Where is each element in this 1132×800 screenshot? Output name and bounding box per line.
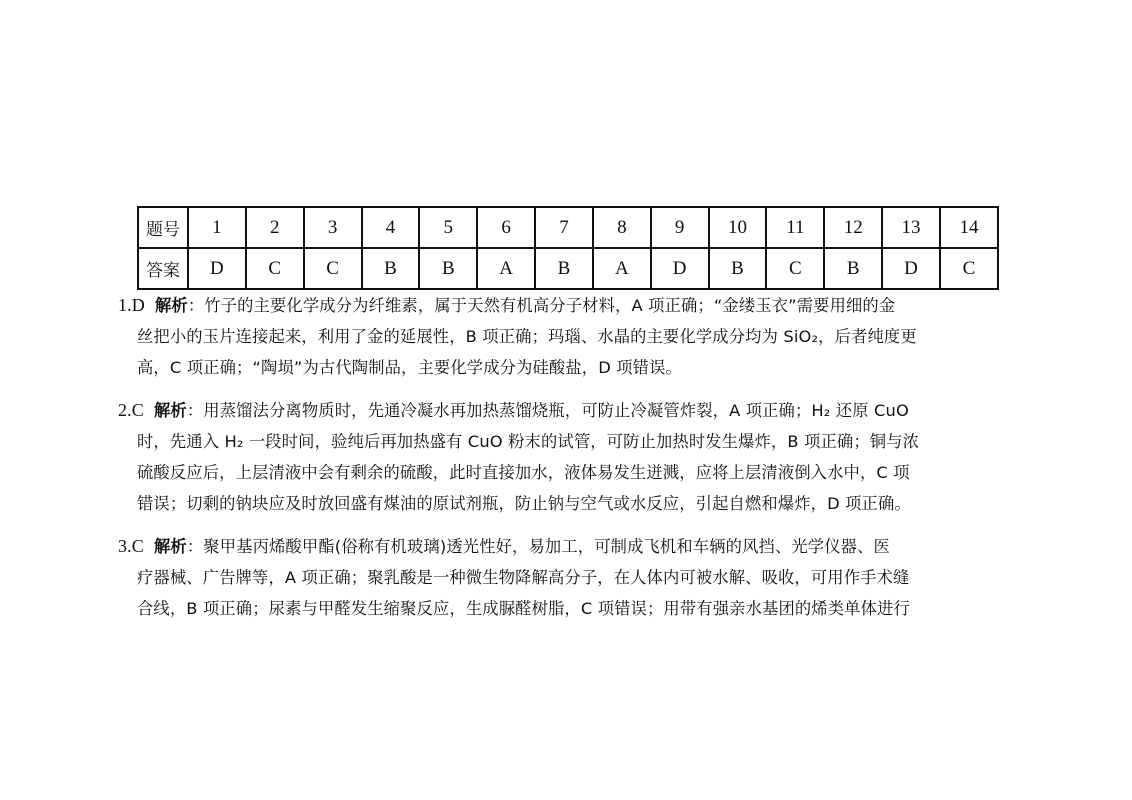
question-number-cell: 4: [362, 207, 420, 248]
question-number-cell: 1: [188, 207, 246, 248]
solution-text: ：竹子的主要化学成分为纤维素，属于天然有机高分子材料，A 项正确；“金缕玉衣”需要用细的金: [187, 296, 896, 315]
question-number-cell: 11: [766, 207, 824, 248]
solution-line: 合线，B 项正确；尿素与甲醛发生缩聚反应，生成脲醛树脂，C 项错误；用带有强亲水基团的烯类单体进行: [137, 599, 910, 618]
solution-line: 高，C 项正确；“陶埙”为古代陶制品，主要化学成分为硅酸盐，D 项错误。: [137, 358, 682, 377]
answer-row: [138, 248, 998, 289]
answer-cell: D: [651, 248, 709, 289]
analysis-label: 解析: [153, 537, 187, 556]
solution-number: 3.C: [118, 536, 144, 556]
solution-1: [118, 290, 1020, 383]
solution-line: 丝把小的玉片连接起来，利用了金的延展性，B 项正确；玛瑙、水晶的主要化学成分均为 SiO₂，后者纯度更: [137, 327, 917, 346]
analysis-label: 解析: [153, 401, 187, 420]
question-number-cell: 14: [940, 207, 998, 248]
solution-text: ：用蒸馏法分离物质时，先通冷凝水再加热蒸馏烧瓶，可防止冷凝管炸裂，A 项正确；H₂ 还原 CuO: [186, 401, 909, 420]
solution-line: 疗器械、广告牌等，A 项正确；聚乳酸是一种微生物降解高分子，在人体内可被水解、吸收，可用作手术缝: [137, 568, 910, 587]
solution-number: 2.C: [118, 400, 144, 420]
solution-line: [118, 531, 1020, 562]
solution-text: ：聚甲基丙烯酸甲酯(俗称有机玻璃)透光性好，易加工，可制成飞机和车辆的风挡、光学仪器、医: [186, 537, 890, 556]
answer-cell: B: [824, 248, 882, 289]
answer-cell: C: [766, 248, 824, 289]
analysis-label: 解析: [154, 296, 188, 315]
answer-cell: C: [304, 248, 362, 289]
question-number-cell: 10: [709, 207, 767, 248]
answer-cell: A: [477, 248, 535, 289]
question-number-cell: 7: [535, 207, 593, 248]
answer-cell: D: [882, 248, 940, 289]
question-number-cell: 13: [882, 207, 940, 248]
question-number-cell: 3: [304, 207, 362, 248]
answer-cell: A: [593, 248, 651, 289]
answer-cell: B: [419, 248, 477, 289]
solution-2: [118, 395, 1020, 519]
solution-3: [118, 531, 1020, 624]
solution-line: [118, 290, 1020, 321]
question-number-header: 题号: [138, 207, 188, 248]
solution-line: 硫酸反应后，上层清液中会有剩余的硫酸，此时直接加水，液体易发生迸溅，应将上层清液倒入水中，C 项: [137, 463, 910, 482]
solution-line: [118, 395, 1020, 426]
answer-header: 答案: [138, 248, 188, 289]
question-number-cell: 9: [651, 207, 709, 248]
question-number-cell: 2: [246, 207, 304, 248]
question-number-cell: 12: [824, 207, 882, 248]
answer-cell: C: [246, 248, 304, 289]
solution-line: 时，先通入 H₂ 一段时间，验纯后再加热盛有 CuO 粉末的试管，可防止加热时发生爆炸，B 项正确；铜与浓: [137, 432, 920, 451]
answer-cell: B: [709, 248, 767, 289]
question-number-cell: 6: [477, 207, 535, 248]
question-number-cell: 5: [419, 207, 477, 248]
answer-cell: B: [362, 248, 420, 289]
question-number-row: [138, 207, 998, 248]
answer-cell: D: [188, 248, 246, 289]
answer-table: [137, 206, 999, 290]
answer-cell: C: [940, 248, 998, 289]
solution-number: 1.D: [118, 295, 145, 315]
solution-line: 错误；切剩的钠块应及时放回盛有煤油的原试剂瓶，防止钠与空气或水反应，引起自燃和爆炸，D 项正确。: [137, 494, 911, 513]
answer-cell: B: [535, 248, 593, 289]
question-number-cell: 8: [593, 207, 651, 248]
